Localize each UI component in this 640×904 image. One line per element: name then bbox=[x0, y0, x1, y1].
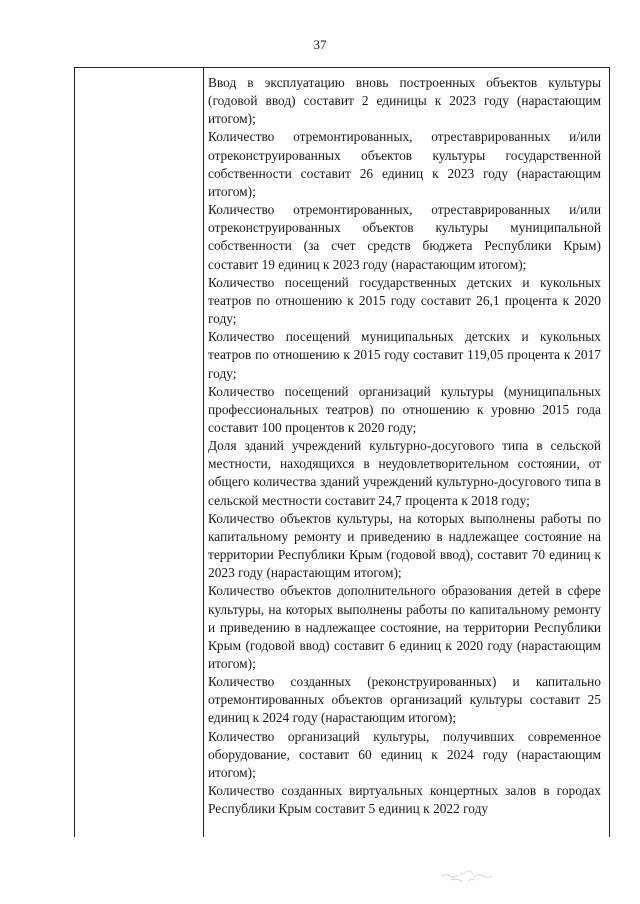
indicator-paragraph: Количество объектов культуры, на которых выполнены работы по капитальному ремонту и приведению в надлежащее состояние на территории Республики Крым (годовой ввод), составит 70 единиц к 2023 году (нарастающим итогом); bbox=[208, 510, 601, 581]
table-right-cell bbox=[208, 74, 601, 818]
indicator-paragraph: Количество созданных (реконструированных) и капитально отремонтированных объектов организаций культуры составит 25 единиц к 2024 году (нарастающим итогом); bbox=[208, 674, 601, 726]
page-number: 37 bbox=[313, 37, 327, 52]
indicator-paragraph: Количество посещений государственных детских и кукольных театров по отношению к 2015 году составит 26,1 процента к 2020 году; bbox=[208, 274, 601, 327]
document-table bbox=[74, 67, 610, 837]
indicator-paragraph: Количество отремонтированных, отреставрированных и/или отреконструированных объектов культуры муниципальной собственности (за счет средств бюджета Республики Крым) составит 19 единиц к 2023 году (нарастающим итогом); bbox=[208, 202, 601, 272]
indicator-paragraph: Количество отремонтированных, отреставрированных и/или отреконструированных объектов культуры государственной собственности составит 26 единиц к 2023 году (нарастающим итогом); bbox=[208, 129, 601, 199]
scan-artifact-mark bbox=[438, 864, 498, 886]
indicator-paragraph: Количество созданных виртуальных концертных залов в городах Республики Крым составит 5 единиц к 2022 году bbox=[208, 783, 601, 817]
indicator-paragraph: Количество объектов дополнительного образования детей в сфере культуры, на которых выполнены работы по капитальному ремонту и приведению в надлежащее состояние, на территории Республики Крым (годовой ввод) составит 6 единиц к 2020 году (нарастающим итогом); bbox=[208, 583, 601, 671]
indicator-paragraph: Количество посещений организаций культуры (муниципальных профессиональных театров) по отношению к уровню 2015 года составит 100 процентов к 2020 году; bbox=[208, 383, 601, 435]
indicator-paragraph: Ввод в эксплуатацию вновь построенных объектов культуры (годовой ввод) составит 2 единицы к 2023 году (нарастающим итогом); bbox=[208, 75, 601, 127]
indicator-paragraph: Количество организаций культуры, получивших современное оборудование, составит 60 единиц к 2024 году (нарастающим итогом); bbox=[208, 728, 601, 780]
table-column-divider bbox=[203, 68, 204, 837]
table-left-cell bbox=[75, 68, 203, 837]
indicator-paragraph: Количество посещений муниципальных детских и кукольных театров по отношению к 2015 году составит 119,05 процента к 2017 году; bbox=[208, 329, 601, 381]
indicator-paragraph: Доля зданий учреждений культурно-досугового типа в сельской местности, находящихся в неудовлетворительном состоянии, от общего количества зданий учреждений культурно-досугового типа в сельской местности составит 24,7 процента к 2018 году; bbox=[208, 438, 601, 508]
